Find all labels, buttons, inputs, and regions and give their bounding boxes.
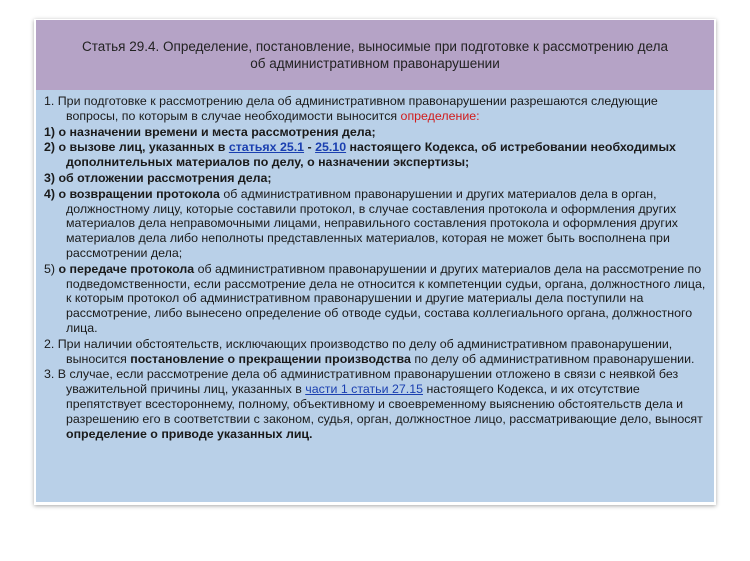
item-4-bold: 4) о возвращении протокола xyxy=(44,186,220,201)
paragraph-2-bold: постановление о прекращении производства xyxy=(130,351,411,366)
item-2 xyxy=(44,140,708,170)
paragraph-1 xyxy=(44,94,708,124)
item-2-dash: - xyxy=(304,140,316,155)
item-5-bold: о передаче протокола xyxy=(58,261,195,276)
highlight-term: определение: xyxy=(400,108,480,123)
item-2-prefix: 2) о вызове лиц, указанных в xyxy=(44,140,229,155)
item-3-text: 3) об отложении рассмотрения дела; xyxy=(44,170,272,185)
link-article-25-10[interactable]: 25.10 xyxy=(315,140,347,155)
paragraph-3 xyxy=(44,367,708,441)
paragraph-2-suffix: по делу об административном правонарушении. xyxy=(410,351,695,366)
item-5-number: 5) xyxy=(44,261,59,276)
item-1 xyxy=(44,125,708,140)
link-article-25-1[interactable]: статьях 25.1 xyxy=(228,140,305,155)
item-5 xyxy=(44,262,708,336)
paragraph-2-prefix: 2. При наличии обстоятельств, исключающих производство по делу об административном правонарушении, выносится xyxy=(44,336,673,366)
item-1-text: 1) о назначении времени и места рассмотрения дела; xyxy=(44,124,376,139)
paragraph-3-middle: настоящего Кодекса, и их отсутствие препятствует всестороннему, полному, объективному и своевременному выяснению обстоятельств дела и разрешению его в соответствии с законом, судья, орган, должностное лицо, рассматривающие дело, выносят xyxy=(66,382,703,426)
paragraph-3-bold: определение о приводе указанных лиц. xyxy=(66,426,313,441)
item-2-suffix: настоящего Кодекса, об истребовании необходимых дополнительных материалов по делу, о назначении экспертизы; xyxy=(66,140,676,170)
slide-body xyxy=(36,90,714,502)
slide-header xyxy=(36,20,714,90)
item-4 xyxy=(44,187,708,261)
slide-title: Статья 29.4. Определение, постановление, выносимые при подготовке к рассмотрению дела об административном правонарушении xyxy=(81,39,669,71)
paragraph-3-prefix: 3. В случае, если рассмотрение дела об административном правонарушении отложено в связи с неявкой без уважительной причины лиц, указанных в xyxy=(44,367,679,397)
link-article-27-15[interactable]: части 1 статьи 27.15 xyxy=(305,382,423,397)
paragraph-1-text: 1. При подготовке к рассмотрению дела об административном правонарушении разрешаются следующие вопросы, по которым в случае необходимости выносится xyxy=(44,94,658,123)
item-3 xyxy=(44,171,708,186)
item-4-rest: об административном правонарушении и других материалов дела в орган, должностному лицу, которые составили протокол, в случае составления протокола и оформления других материалов дела неправомочными лицами, неправильного составления протокола и оформления других материалов дела либо неполноты представленных материалов, которая не может быть восполнена при рассмотрении дела; xyxy=(66,186,678,260)
item-5-rest: об административном правонарушении и других материалов дела на рассмотрение по подведомственности, если рассмотрение дела не относится к компетенции судьи, органа, должностного лица, к которым протокол об административном правонарушении и другие материалы дела поступили на рассмотрение, либо вынесено определение об отводе судьи, состава коллегиального органа, должностного лица. xyxy=(66,261,706,335)
article-text xyxy=(44,94,708,442)
paragraph-2 xyxy=(44,337,708,367)
